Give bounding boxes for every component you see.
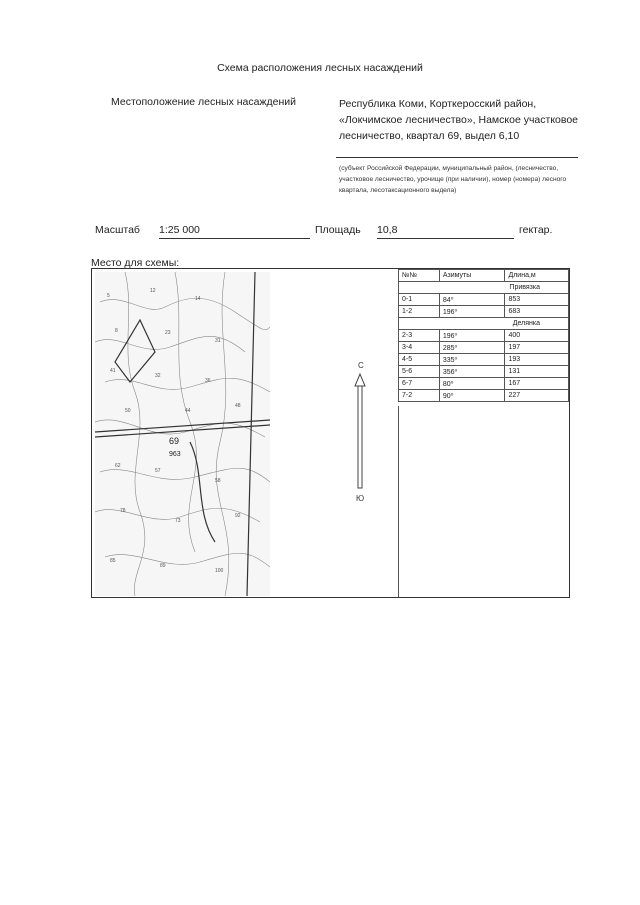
scale-value: 1:25 000 (159, 224, 310, 239)
svg-text:89: 89 (160, 563, 166, 569)
svg-text:23: 23 (165, 330, 171, 336)
svg-text:14: 14 (195, 296, 201, 302)
table-header-row (399, 270, 569, 282)
section-binding: Привязка (399, 282, 569, 294)
location-underline (336, 157, 578, 158)
location-label: Местоположение лесных насаждений (111, 96, 297, 108)
north-label: С (358, 361, 364, 370)
svg-text:36: 36 (205, 378, 211, 384)
table-row: 2-3 196⁰ 400 (399, 330, 569, 342)
table-row: 0-1 84⁰ 853 (399, 294, 569, 306)
table-divider (398, 406, 399, 597)
svg-text:73: 73 (175, 518, 181, 524)
location-note: (субъект Российской Федерации, муниципальный район, (лесничество, участковое лесничество, урочище (при наличии), номер (номера) лесного квартала, лесотаксационного выдела) (339, 165, 567, 194)
col-number: №№ (399, 270, 440, 282)
scheme-label: Место для схемы: (91, 257, 180, 269)
svg-text:44: 44 (185, 408, 191, 414)
svg-text:85: 85 (110, 558, 116, 564)
svg-text:100: 100 (215, 568, 224, 574)
svg-text:5: 5 (107, 293, 110, 299)
south-label: Ю (356, 494, 365, 503)
quarter-area: 963 (169, 451, 181, 458)
table-row: 6-7 80⁰ 167 (399, 378, 569, 390)
quarter-number: 69 (169, 436, 180, 446)
svg-text:78: 78 (120, 508, 126, 514)
table-row: 3-4 285⁰ 197 (399, 342, 569, 354)
svg-text:41: 41 (110, 368, 116, 374)
section-plot: Делянка (399, 318, 569, 330)
svg-text:8: 8 (115, 328, 118, 334)
svg-text:48: 48 (235, 403, 241, 409)
svg-text:31: 31 (215, 338, 221, 344)
table-row: 7-2 90⁰ 227 (399, 390, 569, 402)
north-arrow (270, 272, 395, 596)
area-label: Площадь (315, 224, 361, 236)
col-azimuth: Азимуты (439, 270, 505, 282)
location-value: Республика Коми, Корткеросский район, «Локчимское лесничество», Намское участковое лесничество, квартал 69, выдел 6,10 (339, 98, 579, 142)
table-row: 5-6 356⁰ 131 (399, 366, 569, 378)
svg-text:50: 50 (125, 408, 131, 414)
forest-map (95, 272, 270, 596)
scale-label: Масштаб (95, 224, 140, 236)
svg-text:57: 57 (155, 468, 161, 474)
svg-text:58: 58 (215, 478, 221, 484)
svg-text:32: 32 (155, 373, 161, 379)
svg-text:92: 92 (235, 513, 241, 519)
table-row: 4-5 335⁰ 193 (399, 354, 569, 366)
svg-text:12: 12 (150, 288, 156, 294)
col-length: Длина,м (505, 270, 569, 282)
area-value: 10,8 (377, 224, 514, 239)
area-unit: гектар. (519, 224, 553, 236)
table-row: 1-2 196⁰ 683 (399, 306, 569, 318)
page-title: Схема расположения лесных насаждений (217, 62, 423, 74)
svg-text:62: 62 (115, 463, 121, 469)
azimuth-table (398, 269, 569, 402)
